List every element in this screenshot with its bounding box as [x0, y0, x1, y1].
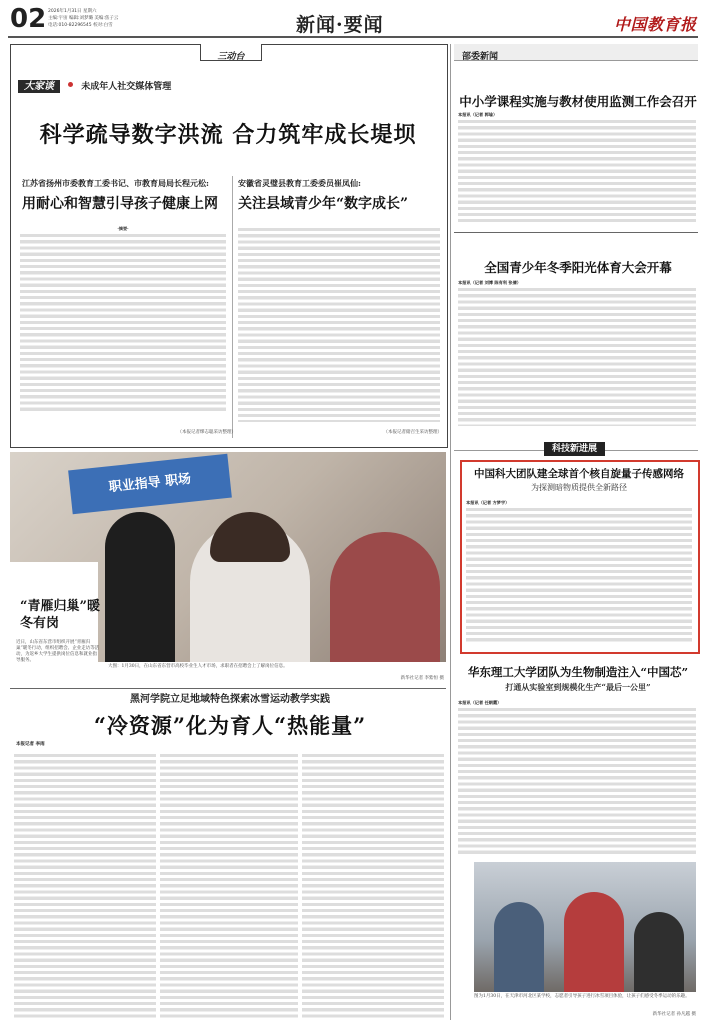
dot-icon — [68, 82, 73, 87]
text-block — [20, 232, 226, 412]
text-block — [458, 286, 696, 426]
person-center-hair — [210, 512, 290, 562]
story1-byline: 本报讯（记者 郭瑜） — [458, 112, 498, 117]
tech-tag: 科技新进展 — [544, 442, 605, 456]
article-headline: “冷资源”化为育人“热能量” — [93, 713, 367, 738]
story2-title: 全国青少年冬季阳光体育大会开幕 — [484, 260, 672, 275]
story2-byline: 本报讯（记者 刘博 陈有利 张倩） — [458, 280, 521, 285]
article-body-left — [20, 226, 226, 438]
text-block — [458, 706, 696, 856]
photo-caption-body: 近日，山东省东营市组织开展“青雁归巢”暖冬行动，组织招聘会、企业走访等活动，为返乡大学生提供岗位信息和就业指导服务。 — [16, 640, 100, 663]
issue-meta — [48, 8, 168, 29]
person-figure — [494, 902, 544, 992]
issue-meta-line: 电话:010-82296545 校对:白雪 — [48, 23, 113, 28]
issue-meta-line: 主编:宇宙 编辑:刘梦璐 美编:焦子云 — [48, 16, 119, 21]
person-figure — [634, 912, 684, 992]
text-block — [458, 118, 696, 222]
job-fair-sign — [68, 454, 232, 514]
subhead-left-person: 江苏省扬州市委教育工委书记、市教育局局长程元松: — [22, 178, 209, 188]
main-headline: 科学疏导数字洪流 合力筑牢成长堤坝 — [39, 122, 417, 148]
column-divider — [450, 44, 451, 1020]
article-body-right — [238, 226, 440, 438]
subhead-right-title: 关注县域青少年“数字成长” — [238, 196, 409, 212]
tech-tag-bar — [454, 436, 698, 454]
article-byline: 本报记者 李雨 — [16, 742, 45, 747]
sign-text: 职业指导 职场 — [108, 471, 192, 496]
person-right — [330, 532, 440, 662]
series-line — [18, 74, 171, 93]
photo-credit: 新华社记者 李紫恒 摄 — [400, 676, 444, 681]
text-block — [238, 226, 440, 422]
story2-body — [458, 280, 696, 430]
subhead-left-title: 用耐心和智慧引导孩子健康上网 — [22, 196, 218, 212]
issue-meta-line: 2026年1月31日 星期六 — [48, 9, 97, 14]
text-block — [14, 752, 444, 1018]
story4-byline: 本报讯（记者 任朝霞） — [458, 700, 502, 705]
article-kicker: 黑河学院立足地域特色探索冰雪运动教学实践 — [130, 694, 330, 705]
article-body — [14, 752, 444, 1018]
story3-title: 中国科大团队建全球首个核自旋量子传感网络 — [474, 468, 684, 480]
photo-caption: 大图：1月30日，在山东省东营市高校毕业生人才市场，求职者在招聘会上了解岗位信息。 — [108, 664, 288, 669]
column-tag — [200, 44, 262, 61]
story3-byline: 本报讯（记者 方梦宇） — [466, 500, 510, 505]
left-note: （本报记者缪志聪采访整理） — [177, 430, 236, 435]
bottom-photo-caption: 图为1月30日，在天津市河北区某学校，志愿者引导孩子进行冰雪项目体验，让孩子们感受冬季运动的乐趣。 — [474, 994, 690, 999]
story3-body — [466, 500, 692, 646]
bottom-photo — [474, 862, 696, 992]
column-divider-left — [232, 176, 233, 438]
person-left — [105, 512, 175, 662]
photo-caption-title-text: “青雁归巢”暖冬有岗 — [20, 599, 100, 631]
divider-rule — [454, 232, 698, 233]
newspaper-logo: 中国教育报 — [614, 15, 697, 34]
right-section-bar — [454, 44, 698, 61]
right-note: （本报记者储召生采访整理） — [383, 430, 442, 435]
story1-body — [458, 112, 696, 228]
series-badge: 大家谈 — [18, 80, 60, 93]
column-tag-label: 三动台 — [217, 52, 245, 62]
story3-subtitle: 为探测暗物质提供全新路径 — [531, 483, 627, 492]
story4-title: 华东理工大学团队为生物制造注入“中国芯” — [467, 665, 689, 679]
abstract-label: ·摘要· — [117, 226, 129, 231]
story4-body — [458, 700, 696, 860]
divider-rule — [10, 688, 446, 689]
page-number: 02 — [10, 4, 47, 34]
person-figure — [564, 892, 624, 992]
section-title: 新闻·要闻 — [296, 14, 384, 36]
section-tag: 部委新闻 — [462, 52, 499, 62]
header-rule — [8, 36, 698, 38]
subhead-right-person: 安徽省灵璧县教育工委委员崔凤仙: — [238, 178, 361, 188]
bottom-photo-credit: 新华社记者 孙凡越 摄 — [652, 1012, 696, 1017]
text-block — [466, 506, 692, 644]
photo-caption-title — [20, 598, 100, 632]
story4-subtitle: 打通从实验室到规模化生产“最后一公里” — [505, 682, 651, 692]
series-label: 未成年人社交媒体管理 — [81, 82, 172, 92]
story1-title: 中小学课程实施与教材使用监测工作会召开 — [459, 94, 697, 109]
